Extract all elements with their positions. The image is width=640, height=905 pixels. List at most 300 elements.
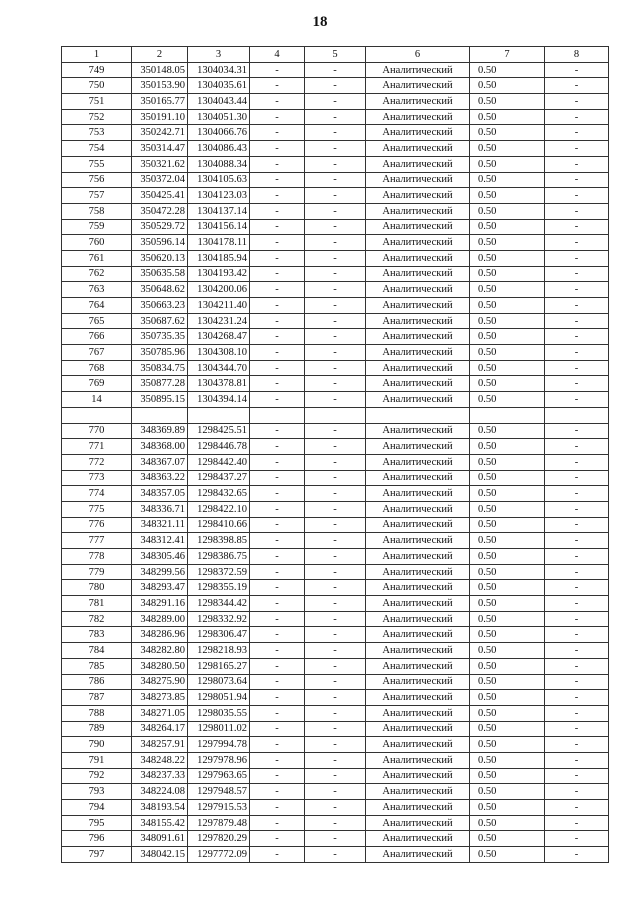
table-row	[62, 564, 609, 580]
table-cell-col-4: -	[250, 549, 305, 565]
table-cell-col-7: 0.50	[470, 235, 545, 251]
column-header-1: 1	[62, 47, 132, 63]
table-cell-col-1: 777	[62, 533, 132, 549]
table-cell-col-8: -	[545, 470, 609, 486]
table-cell-col-8: -	[545, 172, 609, 188]
table-cell-col-4: -	[250, 580, 305, 596]
table-cell-col-5: -	[305, 423, 366, 439]
table-cell-col-7: 0.50	[470, 313, 545, 329]
table-cell-col-7: 0.50	[470, 470, 545, 486]
table-cell-col-2: 348271.05	[132, 705, 188, 721]
table-cell-col-5: -	[305, 596, 366, 612]
table-cell-col-1: 786	[62, 674, 132, 690]
table-cell-col-5: -	[305, 266, 366, 282]
table-cell-col-6: Аналитический	[366, 627, 470, 643]
table-cell-col-5: -	[305, 517, 366, 533]
table-row	[62, 549, 609, 565]
table-cell-col-7: 0.50	[470, 454, 545, 470]
table-cell-col-8: -	[545, 784, 609, 800]
table-cell-col-1: 794	[62, 800, 132, 816]
table-cell-col-4: -	[250, 752, 305, 768]
table-cell-col-6: Аналитический	[366, 345, 470, 361]
table-cell-col-4: -	[250, 235, 305, 251]
table-cell-col-7: 0.50	[470, 815, 545, 831]
table-cell-col-7: 0.50	[470, 847, 545, 863]
table-row	[62, 674, 609, 690]
table-cell-col-6: Аналитический	[366, 564, 470, 580]
table-cell-col-8: -	[545, 392, 609, 408]
table-row	[62, 282, 609, 298]
table-cell-col-6: Аналитический	[366, 784, 470, 800]
table-cell-col-6: Аналитический	[366, 705, 470, 721]
table-cell-col-6: Аналитический	[366, 156, 470, 172]
table-cell-col-1	[62, 407, 132, 423]
table-cell-col-5: -	[305, 564, 366, 580]
table-cell-col-6: Аналитический	[366, 831, 470, 847]
table-cell-col-4: -	[250, 141, 305, 157]
table-cell-col-6: Аналитический	[366, 94, 470, 110]
table-cell-col-3: 1298410.66	[188, 517, 250, 533]
table-cell-col-2: 348312.41	[132, 533, 188, 549]
table-cell-col-2: 348305.46	[132, 549, 188, 565]
table-cell-col-6: Аналитический	[366, 501, 470, 517]
table-cell-col-8: -	[545, 815, 609, 831]
table-cell-col-8: -	[545, 360, 609, 376]
table-cell-col-8: -	[545, 627, 609, 643]
table-row	[62, 784, 609, 800]
table-cell-col-2: 350663.23	[132, 298, 188, 314]
table-cell-col-5: -	[305, 486, 366, 502]
table-row	[62, 360, 609, 376]
table-cell-col-6: Аналитический	[366, 235, 470, 251]
table-row	[62, 235, 609, 251]
table-cell-col-4: -	[250, 800, 305, 816]
table-cell-col-8: -	[545, 580, 609, 596]
table-cell-col-5: -	[305, 298, 366, 314]
table-cell-col-2: 348042.15	[132, 847, 188, 863]
table-cell-col-7: 0.50	[470, 62, 545, 78]
table-cell-col-1: 782	[62, 611, 132, 627]
table-cell-col-7: 0.50	[470, 282, 545, 298]
table-cell-col-2: 348286.96	[132, 627, 188, 643]
table-row	[62, 203, 609, 219]
table-cell-col-3: 1298386.75	[188, 549, 250, 565]
table-cell-col-1: 14	[62, 392, 132, 408]
table-cell-col-2: 348289.00	[132, 611, 188, 627]
table-cell-col-2: 350834.75	[132, 360, 188, 376]
table-cell-col-6: Аналитический	[366, 188, 470, 204]
table-cell-col-6: Аналитический	[366, 141, 470, 157]
table-row	[62, 690, 609, 706]
table-cell-col-8: -	[545, 674, 609, 690]
table-cell-col-5: -	[305, 784, 366, 800]
table-cell-col-7: 0.50	[470, 501, 545, 517]
column-header-8: 8	[545, 47, 609, 63]
table-cell-col-1: 771	[62, 439, 132, 455]
table-cell-col-3: 1304378.81	[188, 376, 250, 392]
table-cell-col-6: Аналитический	[366, 109, 470, 125]
table-cell-col-2: 350529.72	[132, 219, 188, 235]
table-cell-col-5: -	[305, 188, 366, 204]
table-cell-col-1: 796	[62, 831, 132, 847]
table-cell-col-5: -	[305, 282, 366, 298]
table-cell-col-6: Аналитический	[366, 752, 470, 768]
table-cell-col-3: 1297915.53	[188, 800, 250, 816]
table-cell-col-4: -	[250, 690, 305, 706]
table-cell-col-7: 0.50	[470, 564, 545, 580]
table-cell-col-6: Аналитический	[366, 815, 470, 831]
table-cell-col-7: 0.50	[470, 376, 545, 392]
table-cell-col-4: -	[250, 313, 305, 329]
table-row	[62, 454, 609, 470]
table-cell-col-4: -	[250, 627, 305, 643]
table-cell-col-4: -	[250, 203, 305, 219]
table-cell-col-2: 348357.05	[132, 486, 188, 502]
table-cell-col-1: 758	[62, 203, 132, 219]
table-cell-col-6: Аналитический	[366, 549, 470, 565]
table-cell-col-1: 775	[62, 501, 132, 517]
table-cell-col-6: Аналитический	[366, 219, 470, 235]
table-cell-col-4: -	[250, 596, 305, 612]
table-cell-col-2: 348363.22	[132, 470, 188, 486]
table-cell-col-5: -	[305, 690, 366, 706]
table-cell-col-5: -	[305, 580, 366, 596]
table-cell-col-7: 0.50	[470, 329, 545, 345]
table-cell-col-6: Аналитический	[366, 611, 470, 627]
table-cell-col-1: 755	[62, 156, 132, 172]
table-cell-col-4: -	[250, 266, 305, 282]
table-cell-col-4: -	[250, 439, 305, 455]
table-row	[62, 658, 609, 674]
table-cell-col-1: 790	[62, 737, 132, 753]
table-cell-col-6: Аналитический	[366, 266, 470, 282]
table-cell-col-7	[470, 407, 545, 423]
table-cell-col-4: -	[250, 517, 305, 533]
table-cell-col-7: 0.50	[470, 643, 545, 659]
table-cell-col-5: -	[305, 847, 366, 863]
table-cell-col-7: 0.50	[470, 188, 545, 204]
table-separator-row	[62, 407, 609, 423]
table-cell-col-2: 350687.62	[132, 313, 188, 329]
table-cell-col-5: -	[305, 78, 366, 94]
table-row	[62, 329, 609, 345]
table-cell-col-6: Аналитический	[366, 658, 470, 674]
table-cell-col-2: 348273.85	[132, 690, 188, 706]
table-cell-col-6: Аналитический	[366, 282, 470, 298]
table-cell-col-8: -	[545, 235, 609, 251]
table-cell-col-4: -	[250, 721, 305, 737]
table-cell-col-6: Аналитический	[366, 674, 470, 690]
table-row	[62, 298, 609, 314]
table-cell-col-7: 0.50	[470, 658, 545, 674]
table-cell-col-8: -	[545, 768, 609, 784]
table-cell-col-2: 350314.47	[132, 141, 188, 157]
table-cell-col-8: -	[545, 847, 609, 863]
table-cell-col-4: -	[250, 298, 305, 314]
table-row	[62, 643, 609, 659]
table-cell-col-3: 1304185.94	[188, 250, 250, 266]
table-cell-col-2: 348275.90	[132, 674, 188, 690]
table-cell-col-1: 750	[62, 78, 132, 94]
table-cell-col-1: 781	[62, 596, 132, 612]
table-cell-col-8: -	[545, 752, 609, 768]
table-cell-col-2: 350242.71	[132, 125, 188, 141]
table-row	[62, 376, 609, 392]
table-cell-col-3: 1298051.94	[188, 690, 250, 706]
table-row	[62, 219, 609, 235]
table-cell-col-5: -	[305, 172, 366, 188]
table-cell-col-7: 0.50	[470, 156, 545, 172]
table-cell-col-5: -	[305, 156, 366, 172]
table-cell-col-7: 0.50	[470, 752, 545, 768]
table-cell-col-8: -	[545, 203, 609, 219]
table-cell-col-1: 752	[62, 109, 132, 125]
table-cell-col-3: 1298218.93	[188, 643, 250, 659]
table-row	[62, 533, 609, 549]
table-cell-col-6: Аналитический	[366, 329, 470, 345]
table-cell-col-8: -	[545, 800, 609, 816]
table-cell-col-5: -	[305, 533, 366, 549]
table-cell-col-2: 348336.71	[132, 501, 188, 517]
table-cell-col-2: 348193.54	[132, 800, 188, 816]
table-cell-col-5: -	[305, 643, 366, 659]
column-header-5: 5	[305, 47, 366, 63]
table-cell-col-8: -	[545, 690, 609, 706]
table-row	[62, 752, 609, 768]
table-cell-col-2: 348291.16	[132, 596, 188, 612]
table-row	[62, 250, 609, 266]
table-cell-col-4: -	[250, 768, 305, 784]
table-cell-col-1: 780	[62, 580, 132, 596]
table-cell-col-4: -	[250, 705, 305, 721]
table-cell-col-3: 1304137.14	[188, 203, 250, 219]
table-cell-col-5: -	[305, 454, 366, 470]
table-row	[62, 156, 609, 172]
table-cell-col-8: -	[545, 125, 609, 141]
table-body	[62, 62, 609, 862]
table-cell-col-1: 759	[62, 219, 132, 235]
table-cell-col-8: -	[545, 109, 609, 125]
table-cell-col-5: -	[305, 549, 366, 565]
table-row	[62, 439, 609, 455]
table-cell-col-7: 0.50	[470, 203, 545, 219]
table-cell-col-1: 761	[62, 250, 132, 266]
table-cell-col-7: 0.50	[470, 690, 545, 706]
table-cell-col-2: 350191.10	[132, 109, 188, 125]
table-cell-col-7: 0.50	[470, 721, 545, 737]
table-cell-col-8: -	[545, 250, 609, 266]
table-cell-col-7: 0.50	[470, 611, 545, 627]
table-cell-col-4: -	[250, 94, 305, 110]
table-cell-col-5: -	[305, 329, 366, 345]
table-cell-col-8: -	[545, 611, 609, 627]
table-cell-col-3: 1298035.55	[188, 705, 250, 721]
table-cell-col-3: 1304178.11	[188, 235, 250, 251]
table-cell-col-4	[250, 407, 305, 423]
table-cell-col-8: -	[545, 219, 609, 235]
table-cell-col-4: -	[250, 423, 305, 439]
table-cell-col-6: Аналитический	[366, 423, 470, 439]
table-row	[62, 517, 609, 533]
table-cell-col-1: 766	[62, 329, 132, 345]
table-cell-col-2: 350372.04	[132, 172, 188, 188]
table-cell-col-4: -	[250, 282, 305, 298]
table-cell-col-7: 0.50	[470, 768, 545, 784]
table-cell-col-5: -	[305, 250, 366, 266]
table-cell-col-3: 1304066.76	[188, 125, 250, 141]
table-cell-col-6: Аналитический	[366, 376, 470, 392]
table-cell-col-2: 350895.15	[132, 392, 188, 408]
table-cell-col-8: -	[545, 141, 609, 157]
coordinates-table	[61, 46, 609, 863]
table-cell-col-8: -	[545, 831, 609, 847]
table-cell-col-5: -	[305, 800, 366, 816]
table-cell-col-3: 1304344.70	[188, 360, 250, 376]
table-cell-col-3: 1298422.10	[188, 501, 250, 517]
table-cell-col-2: 350785.96	[132, 345, 188, 361]
table-cell-col-7: 0.50	[470, 533, 545, 549]
table-cell-col-2: 350148.05	[132, 62, 188, 78]
table-cell-col-4: -	[250, 564, 305, 580]
table-cell-col-6: Аналитический	[366, 847, 470, 863]
table-row	[62, 627, 609, 643]
table-cell-col-5: -	[305, 611, 366, 627]
table-cell-col-2: 348091.61	[132, 831, 188, 847]
table-cell-col-4: -	[250, 737, 305, 753]
table-row	[62, 141, 609, 157]
table-cell-col-3: 1298073.64	[188, 674, 250, 690]
table-cell-col-1: 765	[62, 313, 132, 329]
table-cell-col-3: 1298332.92	[188, 611, 250, 627]
table-cell-col-6: Аналитический	[366, 470, 470, 486]
table-row	[62, 78, 609, 94]
table-cell-col-1: 783	[62, 627, 132, 643]
table-cell-col-2: 350648.62	[132, 282, 188, 298]
table-cell-col-8: -	[545, 282, 609, 298]
table-cell-col-7: 0.50	[470, 250, 545, 266]
table-cell-col-2: 348264.17	[132, 721, 188, 737]
table-row	[62, 501, 609, 517]
table-cell-col-6: Аналитический	[366, 690, 470, 706]
table-cell-col-8: -	[545, 298, 609, 314]
table-row	[62, 188, 609, 204]
table-cell-col-1: 778	[62, 549, 132, 565]
table-cell-col-6: Аналитический	[366, 596, 470, 612]
table-row	[62, 611, 609, 627]
table-cell-col-2: 348237.33	[132, 768, 188, 784]
table-cell-col-4: -	[250, 486, 305, 502]
table-cell-col-7: 0.50	[470, 627, 545, 643]
table-cell-col-4: -	[250, 156, 305, 172]
table-cell-col-6: Аналитический	[366, 172, 470, 188]
table-cell-col-7: 0.50	[470, 784, 545, 800]
table-cell-col-6: Аналитический	[366, 721, 470, 737]
table-cell-col-2: 350877.28	[132, 376, 188, 392]
table-cell-col-6: Аналитический	[366, 78, 470, 94]
table-cell-col-7: 0.50	[470, 486, 545, 502]
table-cell-col-2: 348367.07	[132, 454, 188, 470]
table-cell-col-8: -	[545, 533, 609, 549]
page-number: 18	[312, 14, 328, 30]
table-cell-col-2: 348369.89	[132, 423, 188, 439]
column-header-4: 4	[250, 47, 305, 63]
table-cell-col-6: Аналитический	[366, 392, 470, 408]
table-cell-col-4: -	[250, 329, 305, 345]
table-cell-col-3: 1297948.57	[188, 784, 250, 800]
table-cell-col-8: -	[545, 345, 609, 361]
table-cell-col-1: 751	[62, 94, 132, 110]
table-cell-col-3: 1298372.59	[188, 564, 250, 580]
table-cell-col-5	[305, 407, 366, 423]
table-cell-col-7: 0.50	[470, 705, 545, 721]
table-cell-col-8: -	[545, 517, 609, 533]
table-cell-col-3: 1297994.78	[188, 737, 250, 753]
table-cell-col-8: -	[545, 705, 609, 721]
table-cell-col-4: -	[250, 109, 305, 125]
table-cell-col-3: 1304043.44	[188, 94, 250, 110]
table-cell-col-3: 1304231.24	[188, 313, 250, 329]
table-cell-col-4: -	[250, 658, 305, 674]
table-cell-col-8: -	[545, 94, 609, 110]
table-cell-col-1: 787	[62, 690, 132, 706]
table-row	[62, 737, 609, 753]
table-cell-col-8	[545, 407, 609, 423]
table-cell-col-2: 348224.08	[132, 784, 188, 800]
table-cell-col-5: -	[305, 109, 366, 125]
table-cell-col-8: -	[545, 501, 609, 517]
table-cell-col-3: 1304105.63	[188, 172, 250, 188]
table-cell-col-3: 1304308.10	[188, 345, 250, 361]
table-cell-col-1: 795	[62, 815, 132, 831]
table-cell-col-6: Аналитический	[366, 486, 470, 502]
table-row	[62, 831, 609, 847]
table-row	[62, 580, 609, 596]
table-row	[62, 486, 609, 502]
table-row	[62, 470, 609, 486]
table-cell-col-5: -	[305, 768, 366, 784]
table-cell-col-6: Аналитический	[366, 298, 470, 314]
table-cell-col-4: -	[250, 392, 305, 408]
table-cell-col-3: 1297963.65	[188, 768, 250, 784]
table-cell-col-3: 1298446.78	[188, 439, 250, 455]
table-cell-col-3: 1298011.02	[188, 721, 250, 737]
table-cell-col-5: -	[305, 658, 366, 674]
table-cell-col-3: 1304034.31	[188, 62, 250, 78]
table-cell-col-2: 348257.91	[132, 737, 188, 753]
table-cell-col-1: 788	[62, 705, 132, 721]
table-cell-col-2: 350472.28	[132, 203, 188, 219]
table-row	[62, 815, 609, 831]
table-cell-col-4: -	[250, 815, 305, 831]
table-cell-col-4: -	[250, 454, 305, 470]
table-cell-col-2: 348282.80	[132, 643, 188, 659]
table-cell-col-3: 1304268.47	[188, 329, 250, 345]
table-cell-col-7: 0.50	[470, 141, 545, 157]
table-row	[62, 345, 609, 361]
table-cell-col-4: -	[250, 78, 305, 94]
table-cell-col-1: 762	[62, 266, 132, 282]
table-cell-col-8: -	[545, 329, 609, 345]
table-cell-col-3: 1297772.09	[188, 847, 250, 863]
table-cell-col-1: 792	[62, 768, 132, 784]
table-cell-col-2: 348321.11	[132, 517, 188, 533]
table-cell-col-1: 774	[62, 486, 132, 502]
table-cell-col-7: 0.50	[470, 674, 545, 690]
table-cell-col-5: -	[305, 141, 366, 157]
table-cell-col-8: -	[545, 156, 609, 172]
table-cell-col-6: Аналитический	[366, 62, 470, 78]
table-cell-col-4: -	[250, 345, 305, 361]
